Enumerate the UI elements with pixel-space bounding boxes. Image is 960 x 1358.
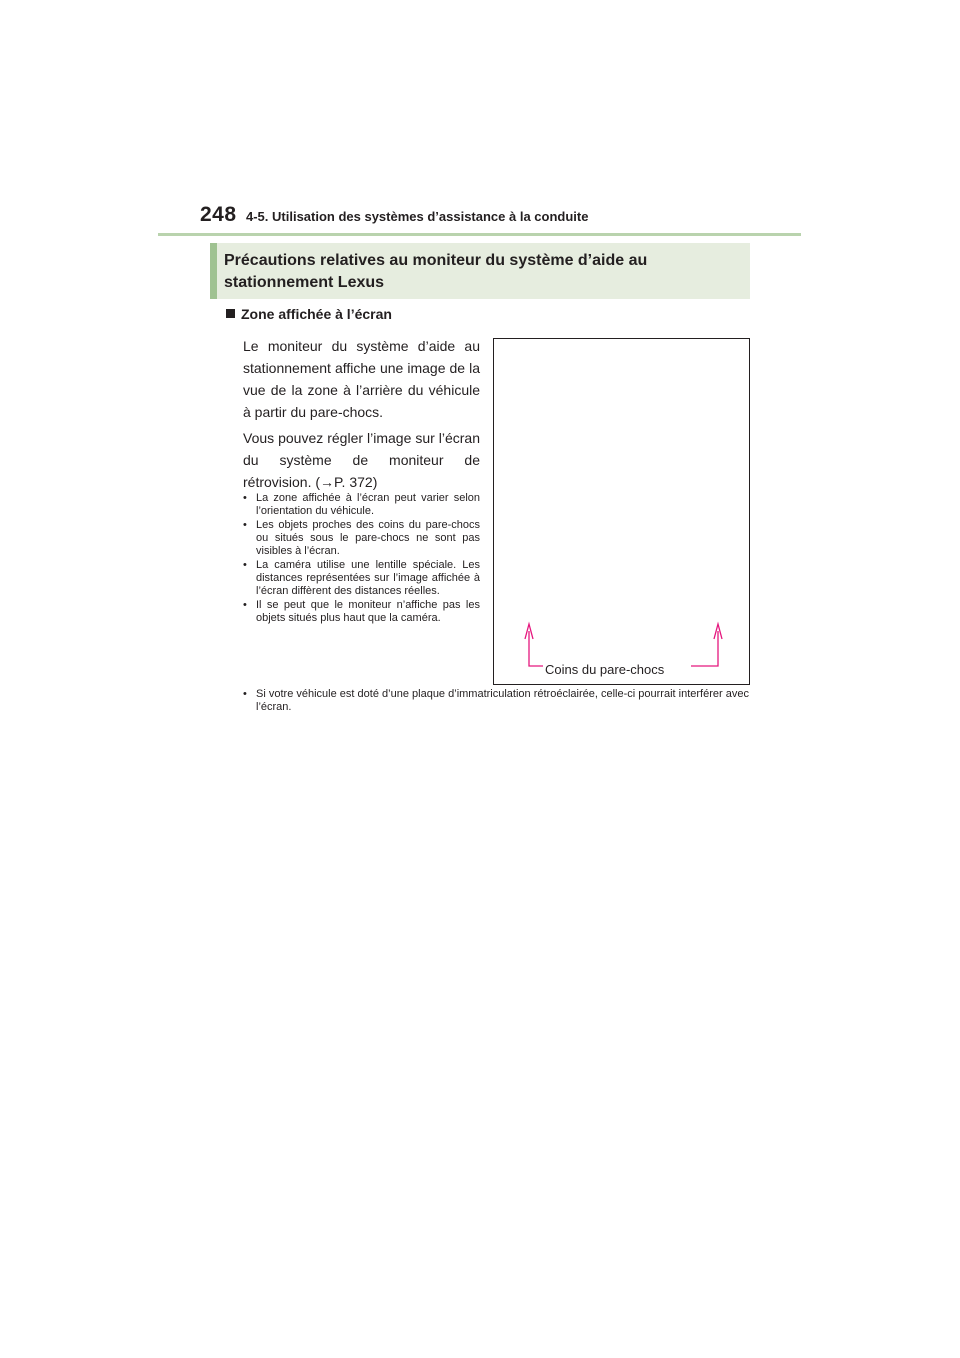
notes-list <box>243 492 480 626</box>
left-callout-line <box>529 631 544 666</box>
square-bullet-icon <box>226 309 235 318</box>
right-callout-line <box>691 631 718 666</box>
chapter-title: 4-5. Utilisation des systèmes d’assistance à la conduite <box>246 209 589 224</box>
page-number: 248 <box>200 203 237 226</box>
note-item-wide <box>243 688 749 714</box>
bullet-icon: • <box>243 688 247 700</box>
subsection-heading <box>226 306 392 322</box>
camera-view-figure <box>493 338 750 685</box>
bullet-icon: • <box>243 492 247 504</box>
bumper-corner-callout-lines <box>494 339 749 684</box>
bullet-icon: • <box>243 519 247 531</box>
note-item <box>243 599 480 625</box>
section-accent-bar <box>210 243 217 299</box>
bumper-corners-label: Coins du pare-chocs <box>545 662 665 677</box>
note-text: Si votre véhicule est doté d’une plaque d’immatriculation rétroéclairée, celle-ci pourrait interférer avec l’écran. <box>256 688 749 713</box>
note-item <box>243 492 480 518</box>
note-item <box>243 559 480 598</box>
note-text: La zone affichée à l’écran peut varier selon l’orientation du véhicule. <box>256 492 480 517</box>
subsection-heading-text: Zone affichée à l’écran <box>241 306 392 322</box>
header-rule <box>158 233 801 236</box>
section-header <box>210 243 750 299</box>
note-text: La caméra utilise une lentille spéciale. Les distances représentées sur l’image affichée à l’écran diffèrent des distances réelles. <box>256 559 480 597</box>
note-text: Les objets proches des coins du pare-chocs ou situés sous le pare-chocs ne sont pas visibles à l’écran. <box>256 519 480 557</box>
body-paragraph-2: Vous pouvez régler l’image sur l’écran du système de moniteur de rétrovision. (→P. 372) <box>243 430 480 490</box>
note-text: Il se peut que le moniteur n’affiche pas les objets situés plus haut que la caméra. <box>256 599 480 624</box>
note-item <box>243 519 480 558</box>
body-paragraph-1: Le moniteur du système d’aide au stationnement affiche une image de la vue de la zone à l’arrière du véhicule à partir du pare-chocs. <box>243 338 480 420</box>
bullet-icon: • <box>243 599 247 611</box>
section-title: Précautions relatives au moniteur du système d’aide au stationnement Lexus <box>224 252 648 291</box>
bullet-icon: • <box>243 559 247 571</box>
